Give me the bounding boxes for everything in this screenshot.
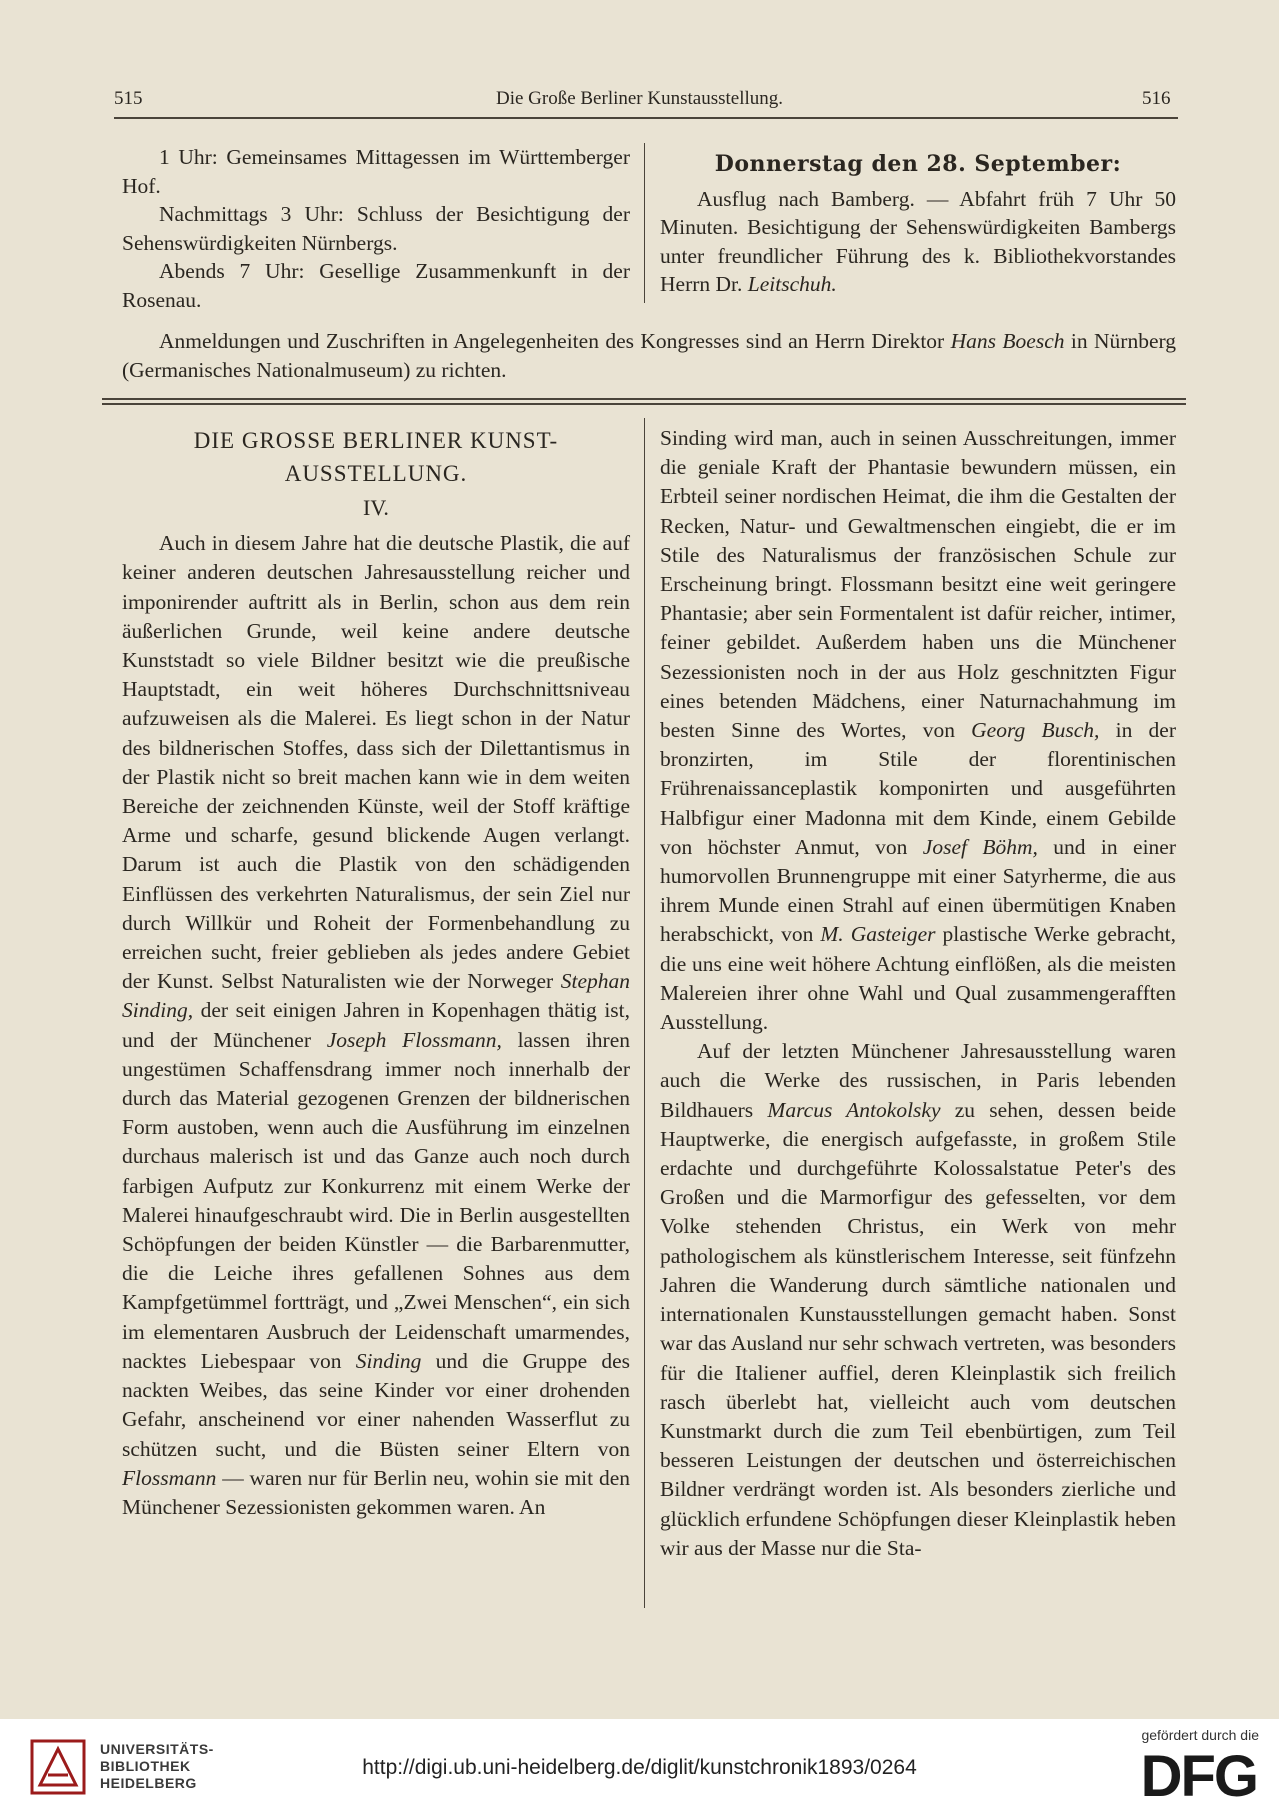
program-right-column: [660, 150, 1176, 299]
text-run: in der bronzirten, im Stile der florentinischen Frührenaissanceplastik komponirten und ausgeführten Halbfigur einer Madonna mit dem Kinde, einem Gebilde von höchster Anmut, von: [660, 718, 1176, 859]
funding-note: gefördert durch die: [1141, 1727, 1259, 1743]
article-paragraph: [660, 1037, 1176, 1563]
article-paragraph: [660, 424, 1176, 1037]
program-day-heading: Donnerstag den 28. September:: [714, 151, 1122, 177]
program-line: 1 Uhr: Gemeinsames Mittagessen im Württemberger Hof.: [122, 145, 630, 198]
source-url-link[interactable]: http://digi.ub.uni-heidelberg.de/diglit/kunstchronik1893/0264: [362, 1756, 917, 1779]
person-name-antokolsky: Marcus Antokolsky: [767, 1097, 941, 1122]
text-run: lassen ihren ungestümen Schaffensdrang immer noch innerhalb der durch das Material gezogenen Grenzen der bildnerischen Form austoben, wenn auch die Ausführung im einzelnen durchaus malerisch ist und das Ganze auch noch durch farbigen Aufputz zur Konkurrenz mit einem Werke der Malerei hinaufgeschraubt wird. Die in Berlin ausgestellten Schöpfungen der beiden Künstler — die Barbarenmutter, die die Leiche ihres gefallenen Sohnes aus dem Kampfgetümmel fortträgt, und „Zwei Menschen“, ein sich im elementaren Ausbruch der Leidenschaft umarmendes, nacktes Liebespaar von: [122, 1027, 630, 1373]
person-name-sinding: Stephan Sinding,: [122, 969, 631, 1023]
person-name-boehm: Josef Böhm,: [922, 834, 1038, 859]
person-name-gasteiger: M. Gasteiger: [820, 922, 936, 947]
person-name-boesch: Hans Boesch: [950, 329, 1065, 353]
dfg-logo: DFG: [1140, 1744, 1257, 1809]
text-run: Sinding wird man, auch in seinen Ausschreitungen, immer die geniale Kraft der Phantasie bewundern müssen, ein Erbteil seiner nordischen Heimat, die ihm die Gestalten der Recken, Natur- und Gewaltmenschen eingiebt, die er im Stile des Naturalismus der französischen Schule zur Erscheinung bringt. Flossmann besitzt eine weit geringere Phantasie; aber sein Formentalent ist dafür reicher, intimer, feiner gebildet. Außerdem haben uns die Münchener Sezessionisten noch in der aus Holz geschnitzten Figur eines betenden Mädchens, einer Naturnachahmung im besten Sinne des Wortes, von: [660, 426, 1176, 743]
announcement: [122, 327, 1176, 384]
person-name-flossmann: Flossmann: [122, 1465, 217, 1490]
library-name-line: UNIVERSITÄTS-: [100, 1741, 214, 1757]
section-double-rule-top: [102, 398, 1186, 400]
announcement-text: Anmeldungen und Zuschriften in Angelegenheiten des Kongresses sind an Herrn Direktor: [159, 329, 945, 353]
article-right-column: [660, 424, 1176, 1563]
program-line: Abends 7 Uhr: Gesellige Zusammenkunft in der Rosenau.: [122, 259, 630, 312]
article-column-divider: [644, 418, 645, 1608]
program-column-divider: [644, 143, 645, 303]
text-run: und die Gruppe des nackten Weibes, das seine Kinder vor einer drohenden Gefahr, anscheinend vor einer nahenden Wasserflut zu schützen sucht, und die Büsten seiner Eltern von: [122, 1348, 631, 1461]
header-rule: [114, 117, 1178, 119]
article-left-column: [122, 424, 630, 1522]
text-run: — waren nur für Berlin neu, wohin sie mit den Münchener Sezessionisten gekommen waren. An: [122, 1465, 630, 1519]
text-run: der seit einigen Jahren in Kopenhagen thätig ist, und der Münchener: [122, 998, 631, 1052]
page-number-right: 516: [1142, 88, 1171, 109]
announcement-text-end: in Nürnberg (Germanisches Nationalmuseum) zu richten.: [122, 329, 1177, 382]
digitization-footer: [0, 1719, 1279, 1816]
running-title: Die Große Berliner Kunstausstellung.: [495, 88, 784, 109]
library-name-line: BIBLIOTHEK: [100, 1758, 191, 1774]
person-name-busch: Georg Busch,: [971, 718, 1100, 743]
section-double-rule-bottom: [102, 403, 1186, 405]
article-paragraph: [122, 529, 630, 1522]
page-number-left: 515: [114, 88, 143, 109]
text-run: zu sehen, dessen beide Hauptwerke, die energisch aufgefasste, in großem Stile erdachte und durchgeführte Kolossalstatue Peter's des Großen und die Marmorfigur des gefesselten, vor dem Volke stehenden Christus, ein Werk von mehr pathologischem als künstlerischem Interesse, seit fünfzehn Jahren die Wanderung durch sämtliche nationalen und internationalen Kunstausstellungen gemacht haben. Sonst war das Ausland nur sehr schwach vertreten, was besonders für die Italiener auffiel, deren Kleinplastik sich freilich rasch überlebt hat, vielleicht auch vom deutschen Kunstmarkt durch die zum Teil ebenbürtigen, zum Teil besseren Leistungen der deutschen und österreichischen Bildner verdrängt worden ist. Als besonders zierliche und glücklich erfundene Schöpfungen dieser Kleinplastik heben wir aus der Masse nur die Sta-: [660, 1097, 1177, 1560]
program-line: Nachmittags 3 Uhr: Schluss der Besichtigung der Sehenswürdigkeiten Nürnbergs.: [122, 202, 630, 255]
library-name-line: HEIDELBERG: [100, 1775, 197, 1791]
text-run: Auf der letzten Münchener Jahresausstellung waren auch die Werke des russischen, in Paris lebenden Bildhauers: [660, 1039, 1176, 1122]
text-run: plastische Werke gebracht, die uns eine weit höhere Achtung einflößen, als die meisten Malereien ihrer ohne Wahl und Qual zusammengerafften Ausstellung.: [660, 922, 1176, 1035]
program-left-column: [122, 143, 630, 314]
person-name-sinding: Sinding: [355, 1348, 422, 1373]
text-run: und in einer humorvollen Brunnengruppe mit einer Satyrherme, die aus ihrem Munde einen Strahl auf einen übermütigen Knaben herabschickt, von: [660, 834, 1177, 947]
text-run: Auch in diesem Jahre hat die deutsche Plastik, die auf keiner anderen deutschen Jahresausstellung reicher und imponirender auftritt als in Berlin, schon aus dem rein äußerlichen Grunde, weil keine andere deutsche Kunststadt so viele Bildner besitzt wie die preußische Hauptstadt, ein weit höheres Durchschnittsniveau aufzuweisen als die Malerei. Es liegt schon in der Natur des bildnerischen Stoffes, dass sich der Dilettantismus in der Plastik nicht so breit machen kann wie in dem weiten Bereiche der zeichnenden Künste, weil der Stoff kräftige Arme und scharfe, gesund blickende Augen verlangt. Darum ist auch die Plastik von den schädigenden Einflüssen des verkehrten Naturalismus, der sein Ziel nur durch Willkür und Roheit der Formenbehandlung zu erreichen sucht, freier geblieben als jedes andere Gebiet der Kunst. Selbst Naturalisten wie der Norweger: [122, 531, 630, 994]
article-title: DIE GROSSE BERLINER KUNST-AUSSTELLUNG.: [193, 428, 559, 486]
program-excursion-text: Ausflug nach Bamberg. — Abfahrt früh 7 Uhr 50 Minuten. Besichtigung der Sehenswürdigkeiten Bambergs unter freundlicher Führung des k. Bibliothekvorstandes Herrn Dr.: [660, 186, 1176, 296]
person-name-leitschuh: Leitschuh.: [747, 272, 837, 296]
person-name-flossmann: Joseph Flossmann,: [326, 1027, 502, 1052]
article-part-number: IV.: [363, 495, 389, 520]
